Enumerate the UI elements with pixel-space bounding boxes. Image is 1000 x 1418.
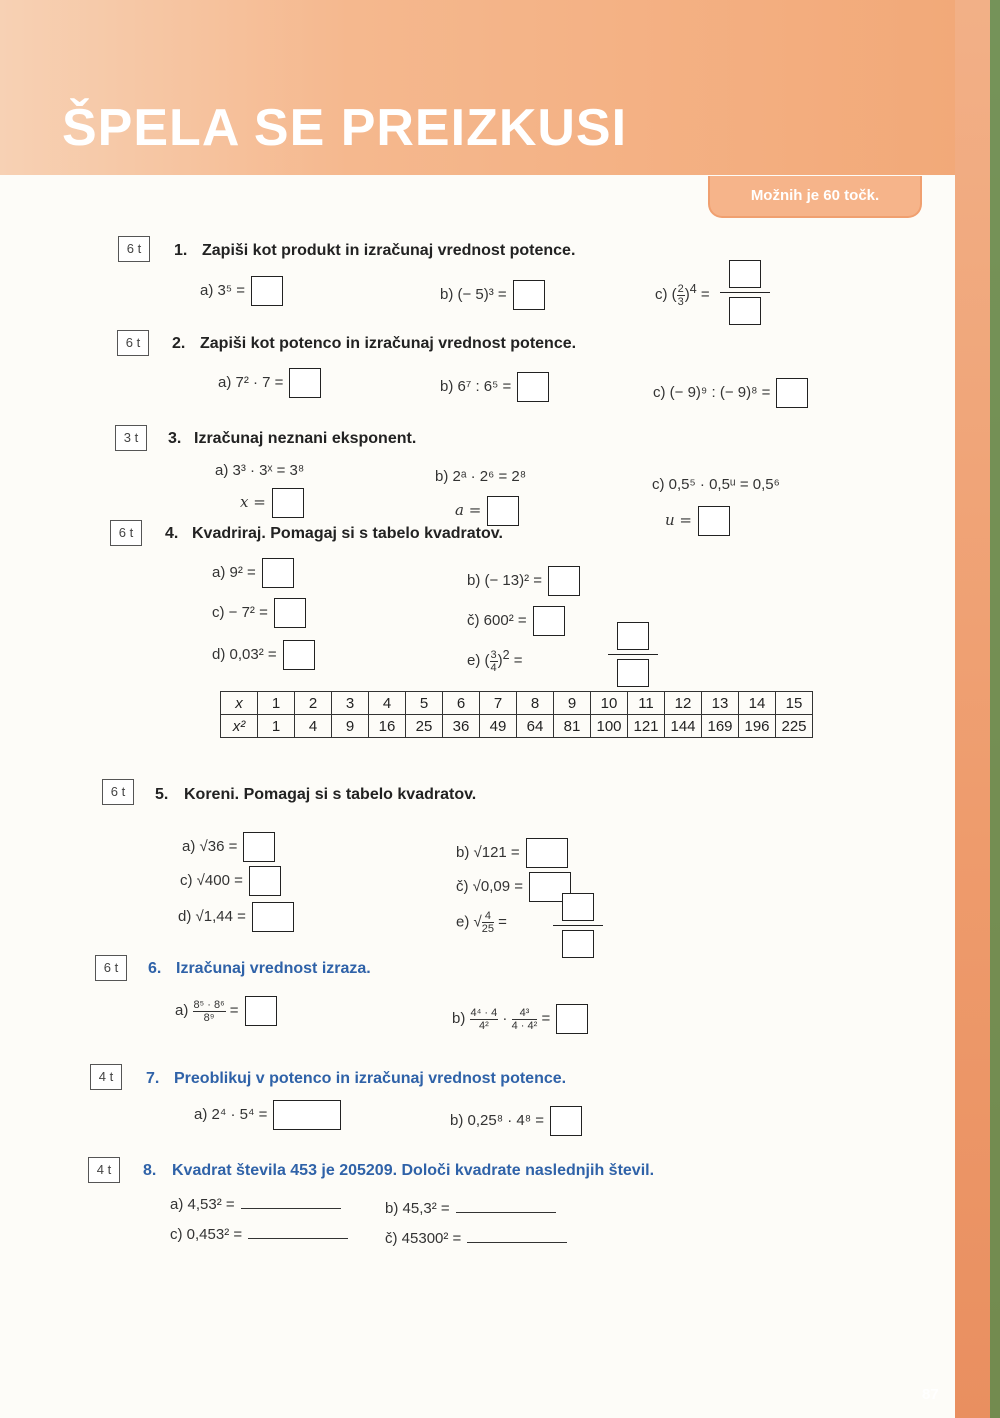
table-cell-x: 14 [739, 692, 776, 715]
answer-box[interactable] [273, 1100, 341, 1130]
table-cell-x: 2 [295, 692, 332, 715]
q4-b: b) (− 13)² = [467, 566, 580, 596]
answer-box[interactable] [249, 866, 281, 896]
table-cell-x2: 36 [443, 715, 480, 738]
q4-text: Kvadriraj. Pomagaj si s tabelo kvadratov. [192, 525, 503, 542]
q5-e: e) √ $\frac{4}{25}$ = [456, 910, 507, 935]
q8-number: 8. [143, 1162, 157, 1179]
table-cell-x: 10 [591, 692, 628, 715]
answer-box[interactable] [274, 598, 306, 628]
q6-points: 6 t [95, 955, 127, 981]
q3-c-answer: u = [665, 506, 730, 536]
q2-a: a) 7² · 7 = [218, 368, 321, 398]
table-cell-x: 12 [665, 692, 702, 715]
answer-box[interactable] [617, 622, 649, 650]
q5-points: 6 t [102, 779, 134, 805]
q4-cc: č) 600² = [467, 606, 565, 636]
answer-box[interactable] [776, 378, 808, 408]
q2-text: Zapiši kot potenco in izračunaj vrednost potence. [200, 335, 577, 352]
q7-number: 7. [146, 1070, 160, 1087]
q4-c: c) − 7² = [212, 598, 306, 628]
page-title: ŠPELA SE PREIZKUSI [62, 99, 628, 157]
q6-text: Izračunaj vrednost izraza. [176, 960, 371, 977]
table-cell-x: 1 [258, 692, 295, 715]
table-cell-x2: 4 [295, 715, 332, 738]
q8-b: b) 45,3² = [385, 1198, 556, 1217]
table-cell-x: 7 [480, 692, 517, 715]
answer-box[interactable] [262, 558, 294, 588]
q3-text: Izračunaj neznani eksponent. [194, 430, 417, 447]
q4-e: e) ( $\frac{3}{4}$ )$^2$ = [467, 648, 523, 674]
q7-a: a) 2⁴ · 5⁴ = [194, 1100, 341, 1130]
q3-c: c) 0,5⁵ · 0,5ᵘ = 0,5⁶ [652, 476, 780, 493]
q7-points: 4 t [90, 1064, 122, 1090]
q7-text: Preoblikuj v potenco in izračunaj vrednost potence. [174, 1070, 567, 1087]
right-edge-strip [990, 0, 1000, 1418]
q1-c: c) ( $\frac{2}{3}$ )$^4$ = [655, 282, 710, 308]
answer-box[interactable] [289, 368, 321, 398]
answer-line[interactable] [456, 1198, 556, 1213]
q2-b: b) 6⁷ : 6⁵ = [440, 372, 549, 402]
table-cell-x: 8 [517, 692, 554, 715]
answer-box[interactable] [533, 606, 565, 636]
answer-box[interactable] [243, 832, 275, 862]
answer-box[interactable] [617, 659, 649, 687]
table-cell-x2: 49 [480, 715, 517, 738]
table-cell-x: 6 [443, 692, 480, 715]
answer-box[interactable] [245, 996, 277, 1026]
q5-a: a) √36 = [182, 832, 275, 862]
score-badge: Možnih je 60 točk. [708, 176, 922, 218]
q4-number: 4. [165, 525, 179, 542]
answer-box[interactable] [729, 297, 761, 325]
q3-points: 3 t [115, 425, 147, 451]
q5-c: c) √400 = [180, 866, 281, 896]
table-cell-x2: 121 [628, 715, 665, 738]
q5-d: d) √1,44 = [178, 902, 294, 932]
table-cell-x: 9 [554, 692, 591, 715]
q1-b: b) (− 5)³ = [440, 280, 545, 310]
table-cell-x2: 25 [406, 715, 443, 738]
q4-a: a) 9² = [212, 558, 294, 588]
table-cell-x2: 169 [702, 715, 739, 738]
answer-box[interactable] [517, 372, 549, 402]
table-cell-x2: 100 [591, 715, 628, 738]
squares-table [220, 691, 813, 738]
table-cell-x: 3 [332, 692, 369, 715]
table-cell-x: 13 [702, 692, 739, 715]
table-cell-x2: 16 [369, 715, 406, 738]
table-cell-x2: 196 [739, 715, 776, 738]
answer-box[interactable] [550, 1106, 582, 1136]
answer-box[interactable] [562, 930, 594, 958]
table-cell-x2: 81 [554, 715, 591, 738]
table-cell-x: 15 [776, 692, 813, 715]
table-cell-x2: 64 [517, 715, 554, 738]
table-row-x2 [221, 715, 813, 738]
q1-text: Zapiši kot produkt in izračunaj vrednost potence. [202, 242, 576, 259]
q8-text: Kvadrat števila 453 je 205209. Določi kvadrate naslednjih števil. [172, 1162, 655, 1179]
q8-a: a) 4,53² = [170, 1194, 341, 1213]
answer-box[interactable] [272, 488, 304, 518]
answer-box[interactable] [526, 838, 568, 868]
q4-points: 6 t [110, 520, 142, 546]
q7-b: b) 0,25⁸ · 4⁸ = [450, 1106, 582, 1136]
table-cell-x: 11 [628, 692, 665, 715]
table-cell-x2: 144 [665, 715, 702, 738]
page-number: 87 [922, 1386, 939, 1403]
answer-box[interactable] [252, 902, 294, 932]
q5-text: Koreni. Pomagaj si s tabelo kvadratov. [184, 786, 477, 803]
answer-box[interactable] [556, 1004, 588, 1034]
answer-box[interactable] [251, 276, 283, 306]
q1-points: 6 t [118, 236, 150, 262]
q5-b: b) √121 = [456, 838, 568, 868]
q5-cc: č) √0,09 = [456, 872, 571, 902]
answer-line[interactable] [241, 1194, 341, 1209]
table-cell-x2: 1 [258, 715, 295, 738]
answer-box[interactable] [562, 893, 594, 921]
answer-box[interactable] [698, 506, 730, 536]
q8-cc: č) 45300² = [385, 1228, 567, 1247]
q3-a-answer: x = [240, 488, 304, 518]
table-cell-x: 5 [406, 692, 443, 715]
q4-e-fraction-boxes [608, 622, 658, 687]
answer-line[interactable] [248, 1224, 348, 1239]
q5-number: 5. [155, 786, 169, 803]
q3-b: b) 2ᵃ · 2⁶ = 2⁸ [435, 468, 527, 485]
q6-number: 6. [148, 960, 162, 977]
q1-c-fraction-boxes [720, 260, 770, 325]
q1-number: 1. [174, 242, 188, 259]
q2-c: c) (− 9)⁹ : (− 9)⁸ = [653, 378, 808, 408]
q2-number: 2. [172, 335, 186, 352]
q1-a: a) 3⁵ = [200, 276, 283, 306]
q3-number: 3. [168, 430, 182, 447]
q5-e-fraction-boxes [553, 893, 603, 958]
answer-box[interactable] [513, 280, 545, 310]
table-cell-x2: 225 [776, 715, 813, 738]
q2-points: 6 t [117, 330, 149, 356]
q3-a: a) 3³ · 3ˣ = 3⁸ [215, 462, 305, 479]
q6-a: a) $\frac{\text{8⁵ · 8⁶}}{\text{8⁹}}$ = [175, 996, 277, 1026]
q6-b: b) $\frac{\text{4⁴ · 4}}{\text{4²}}$ · $\frac{\text{4³}}{\text{4 · 4²}}$ = [452, 1004, 588, 1034]
row-label: x² [221, 715, 258, 738]
q4-d: d) 0,03² = [212, 640, 315, 670]
answer-box[interactable] [548, 566, 580, 596]
table-row-x [221, 692, 813, 715]
q8-c: c) 0,453² = [170, 1224, 348, 1243]
table-cell-x2: 9 [332, 715, 369, 738]
answer-box[interactable] [283, 640, 315, 670]
q8-points: 4 t [88, 1157, 120, 1183]
q3-b-answer: a = [455, 496, 519, 526]
row-label: x [221, 692, 258, 715]
answer-box[interactable] [487, 496, 519, 526]
answer-box[interactable] [729, 260, 761, 288]
answer-line[interactable] [467, 1228, 567, 1243]
table-cell-x: 4 [369, 692, 406, 715]
